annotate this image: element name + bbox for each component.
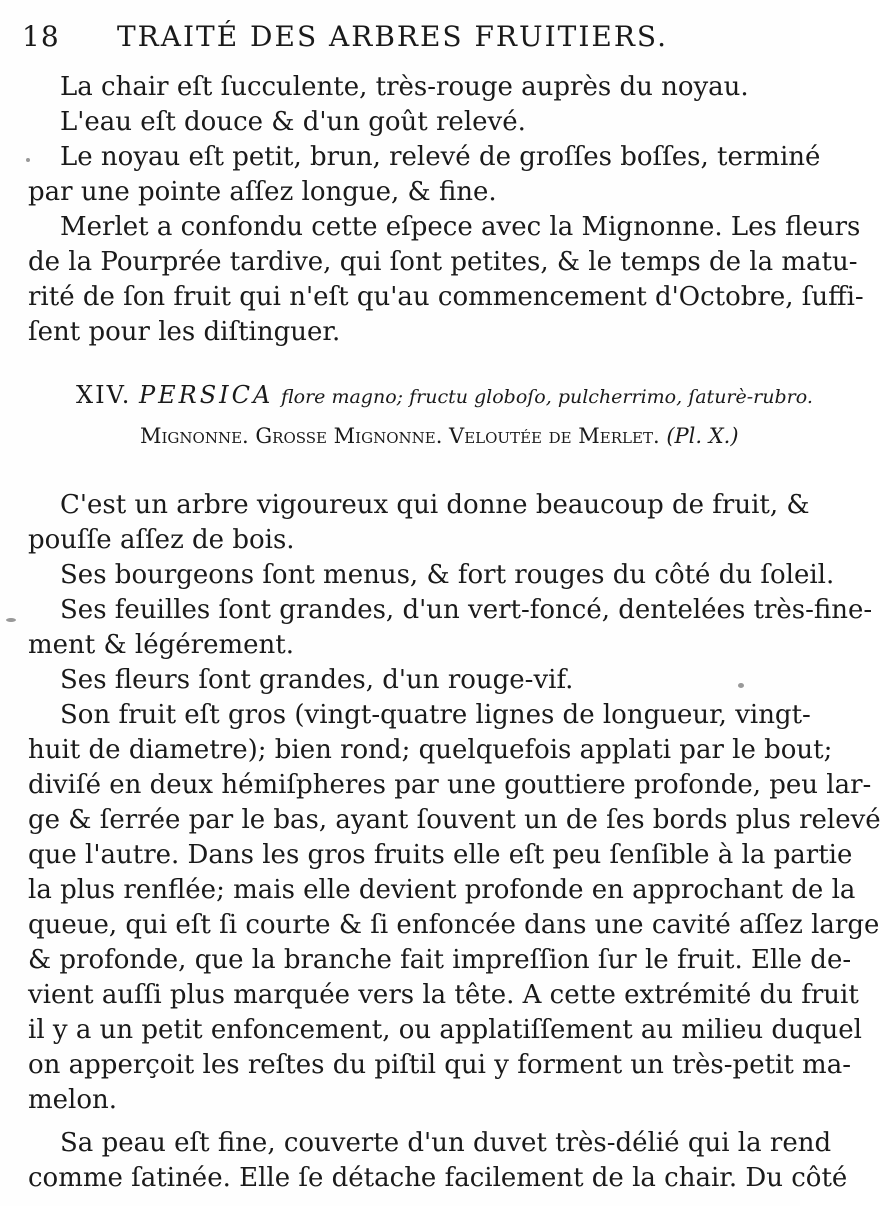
text-line: pouſſe aſſez de bois. (28, 525, 295, 555)
entry-heading-latin (76, 381, 813, 409)
text-line: queue, qui eſt ſi courte & ſi enfoncée dans une cavité aſſez large (28, 910, 880, 940)
text-line: il y a un petit enfoncement, ou applatiſſement au milieu duquel (28, 1015, 862, 1045)
text-line: L'eau eſt douce & d'un goût relevé. (60, 107, 526, 137)
body-paragraphs (28, 488, 881, 1196)
text-line: Ses feuilles ſont grandes, d'un vert-foncé, dentelées très-fine- (60, 595, 873, 625)
text-line: diviſé en deux hémiſpheres par une gouttiere profonde, peu lar- (28, 770, 872, 800)
text-line: C'est un arbre vigoureux qui donne beaucoup de fruit, & (60, 490, 810, 520)
paper-speck (6, 618, 16, 622)
entry-heading-french (140, 424, 739, 448)
entry-latin-name: PERSICA (138, 381, 274, 409)
text-line: on apperçoit les reſtes du piſtil qui y forment un très-petit ma- (28, 1050, 851, 1080)
text-line: Ses fleurs ſont grandes, d'un rouge-vif. (60, 665, 574, 695)
text-line: Sa peau eſt fine, couverte d'un duvet très-délié qui la rend (60, 1128, 832, 1158)
page-number: 18 (22, 20, 60, 53)
running-header (22, 20, 762, 60)
text-line: ge & ſerrée par le bas, ayant ſouvent un de ſes bords plus relevé (28, 805, 881, 835)
text-line: huit de diametre); bien rond; quelquefois applati par le bout; (28, 735, 833, 765)
running-title: TRAITÉ DES ARBRES FRUITIERS. (117, 20, 669, 53)
entry-numeral: XIV. (76, 381, 132, 409)
text-line: Le noyau eſt petit, brun, relevé de groſſes boſſes, terminé (60, 142, 821, 172)
text-line: de la Pourprée tardive, qui ſont petites, & le temps de la matu- (28, 247, 858, 277)
text-line: Son fruit eſt gros (vingt-quatre lignes de longueur, vingt- (60, 700, 811, 730)
entry-french-names: Mignonne. Groſſe Mignonne. Veloutée de Merlet. (140, 424, 660, 448)
text-line: Ses bourgeons ſont menus, & fort rouges du côté du ſoleil. (60, 560, 835, 590)
paper-speck (26, 158, 30, 162)
top-paragraphs (28, 70, 864, 350)
text-line: ment & légérement. (28, 630, 294, 660)
text-line: & profonde, que la branche fait impreſſion ſur le fruit. Elle de- (28, 945, 852, 975)
text-line: Merlet a confondu cette eſpece avec la Mignonne. Les fleurs (60, 212, 861, 242)
plate-reference: (Pl. X.) (666, 424, 739, 448)
text-line: par une pointe aſſez longue, & fine. (28, 177, 497, 207)
text-line: comme ſatinée. Elle ſe détache facilement de la chair. Du côté (28, 1163, 848, 1193)
text-line: que l'autre. Dans les gros fruits elle eſt peu ſenſible à la partie (28, 840, 853, 870)
text-line: rité de ſon fruit qui n'eſt qu'au commencement d'Octobre, ſuffi- (28, 282, 864, 312)
paper-speck (738, 683, 744, 688)
text-line: vient auſſi plus marquée vers la tête. A cette extrémité du fruit (28, 980, 859, 1010)
entry-latin-description: flore magno; fructu globoſo, pulcherrimo, ſaturè-rubro. (280, 386, 813, 408)
text-line: la plus renflée; mais elle devient profonde en approchant de la (28, 875, 856, 905)
text-line: ſent pour les diſtinguer. (28, 317, 341, 347)
text-line: La chair eſt ſucculente, très-rouge auprès du noyau. (60, 72, 749, 102)
text-line: melon. (28, 1085, 118, 1115)
